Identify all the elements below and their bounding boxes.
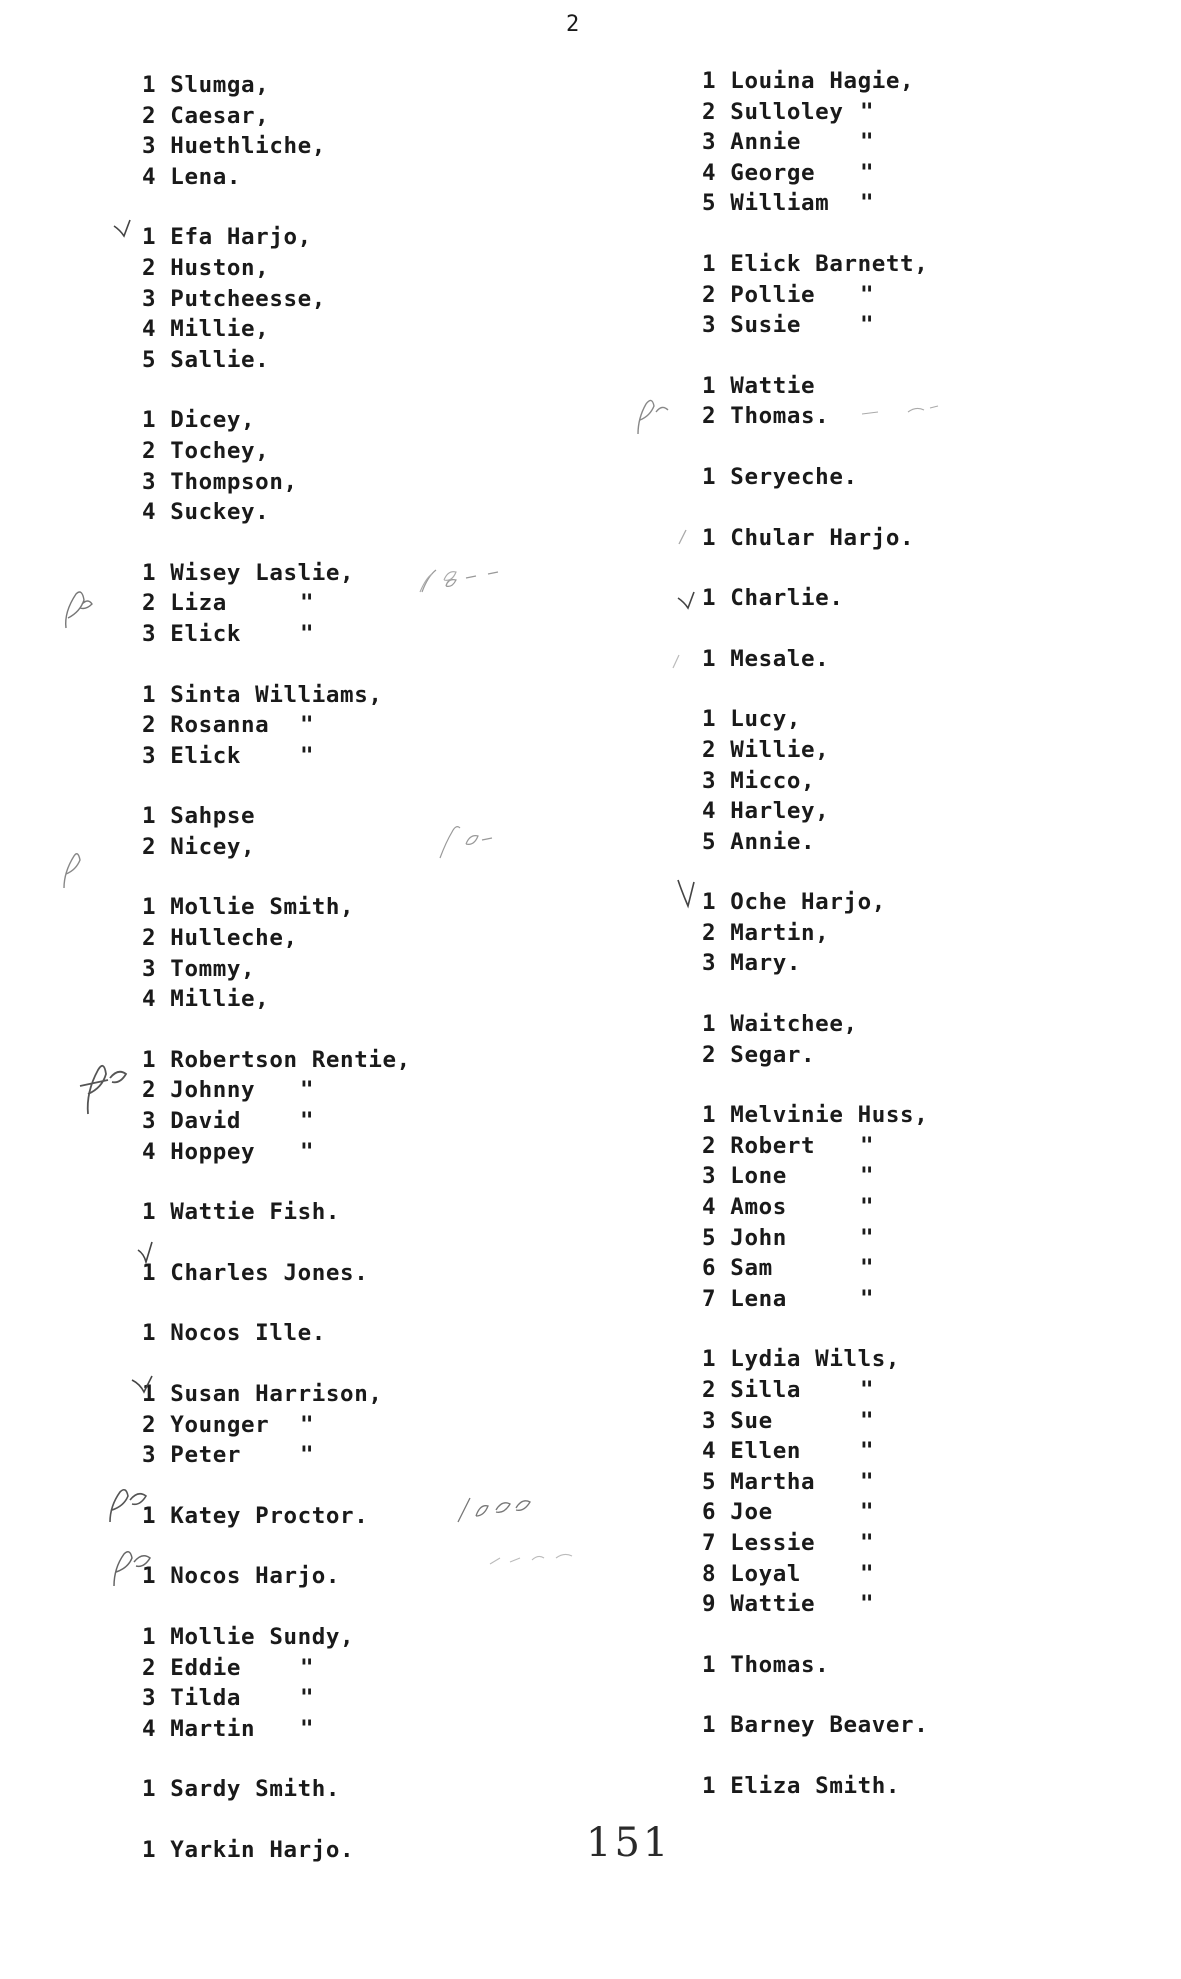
person-name: 1 Robertson Rentie, (142, 1046, 411, 1073)
person-name: 1 Thomas. (702, 1651, 830, 1678)
person-name: 2 Caesar, (142, 102, 270, 129)
person-name: 4 Millie, (142, 986, 270, 1013)
person-name: 1 Sardy Smith. (142, 1776, 341, 1803)
person-name: 2 Johnny (142, 1077, 256, 1104)
person-name: 3 Peter (142, 1442, 242, 1469)
list-item (142, 954, 642, 985)
person-name: 4 George (702, 159, 816, 186)
entry-group (142, 1197, 642, 1228)
handwritten-checkmark-3 (130, 1374, 156, 1394)
person-name: 2 Thomas. (702, 403, 830, 430)
list-item (702, 462, 1162, 493)
ditto-mark: " (860, 1438, 875, 1465)
handwritten-annotation-4 (434, 818, 498, 860)
list-item (142, 1774, 642, 1805)
entry-group (142, 1622, 642, 1744)
person-name: 1 Charles Jones. (142, 1259, 369, 1286)
list-item (702, 280, 1162, 311)
person-name: 4 Millie, (142, 316, 270, 343)
person-name: 2 Younger (142, 1411, 270, 1438)
person-name: 7 Lessie (702, 1529, 816, 1556)
list-item (702, 1375, 1162, 1406)
ditto-mark: " (860, 129, 875, 156)
list-item (142, 832, 642, 863)
list-item (702, 796, 1162, 827)
person-name: 1 Yarkin Harjo. (142, 1836, 355, 1863)
person-name: 6 Sam (702, 1255, 773, 1282)
entry-group (142, 405, 642, 527)
list-item (142, 467, 642, 498)
list-item (142, 923, 642, 954)
person-name: 1 Wattie Fish. (142, 1199, 341, 1226)
list-item (142, 253, 642, 284)
list-item (702, 1559, 1162, 1590)
ditto-mark: " (300, 1108, 315, 1135)
entry-group (142, 558, 642, 650)
ditto-mark: " (300, 1077, 315, 1104)
person-name: 3 Mary. (702, 950, 802, 977)
ditto-mark: " (860, 190, 875, 217)
handwritten-annotation-11 (628, 388, 672, 438)
person-name: 3 Thompson, (142, 468, 298, 495)
list-item (142, 1835, 642, 1866)
list-item (702, 1284, 1162, 1315)
person-name: 1 Oche Harjo, (702, 889, 886, 916)
list-item (702, 644, 1162, 675)
ditto-mark: " (860, 159, 875, 186)
list-item (142, 741, 642, 772)
person-name: 1 Mollie Sundy, (142, 1623, 355, 1650)
person-name: 5 William (702, 190, 830, 217)
person-name: 1 Barney Beaver. (702, 1712, 929, 1739)
ditto-mark: " (300, 712, 315, 739)
person-name: 9 Wattie (702, 1591, 816, 1618)
list-item (142, 284, 642, 315)
person-name: 1 Mollie Smith, (142, 894, 355, 921)
handwritten-checkmark-6 (670, 652, 684, 670)
ditto-mark: " (860, 312, 875, 339)
person-name: 1 Efa Harjo, (142, 224, 312, 251)
person-name: 1 Waitchee, (702, 1011, 858, 1038)
person-name: 4 Suckey. (142, 499, 270, 526)
list-item (142, 680, 642, 711)
handwritten-annotation-3 (56, 840, 92, 892)
ditto-mark: " (300, 1685, 315, 1712)
entry-group (142, 1045, 642, 1167)
list-item (702, 371, 1162, 402)
entry-group (702, 1771, 1162, 1802)
list-item (702, 1436, 1162, 1467)
person-name: 3 Lone (702, 1163, 787, 1190)
person-name: 4 Amos (702, 1194, 787, 1221)
ditto-mark: " (300, 742, 315, 769)
list-item (142, 1653, 642, 1684)
ditto-mark: " (300, 1654, 315, 1681)
ditto-mark: " (300, 1411, 315, 1438)
entry-group (702, 704, 1162, 857)
list-item (142, 1075, 642, 1106)
person-name: 2 Hulleche, (142, 925, 298, 952)
handwritten-annotation-9 (486, 1546, 586, 1570)
list-item (702, 66, 1162, 97)
person-name: 1 Nocos Harjo. (142, 1563, 341, 1590)
person-name: 1 Lydia Wills, (702, 1346, 901, 1373)
list-item (142, 801, 642, 832)
list-item (702, 704, 1162, 735)
entry-group (702, 644, 1162, 675)
entry-group (702, 1009, 1162, 1070)
list-item (142, 70, 642, 101)
list-item (702, 310, 1162, 341)
list-item (142, 1197, 642, 1228)
handwritten-annotation-10 (412, 556, 500, 596)
entry-group (142, 1774, 642, 1805)
list-item (142, 710, 642, 741)
entry-group (702, 1100, 1162, 1314)
list-item (702, 1223, 1162, 1254)
list-item (142, 558, 642, 589)
ditto-mark: " (860, 1377, 875, 1403)
list-item (142, 984, 642, 1015)
person-name: 2 Silla (702, 1377, 802, 1403)
entry-group (142, 222, 642, 375)
ditto-mark: " (860, 1285, 875, 1312)
person-name: 1 Sahpse (142, 803, 256, 830)
ditto-mark: " (860, 1194, 875, 1221)
page-number-top: 2 (566, 12, 581, 37)
person-name: 3 Sue (702, 1407, 773, 1434)
person-name: 1 Mesale. (702, 645, 830, 672)
list-item (702, 1253, 1162, 1284)
person-name: 2 Tochey, (142, 437, 270, 464)
list-item (702, 1344, 1162, 1375)
handwritten-checkmark-1 (112, 218, 136, 240)
person-name: 5 John (702, 1224, 787, 1251)
list-item (702, 1589, 1162, 1620)
list-item (142, 1045, 642, 1076)
ditto-mark: " (860, 98, 875, 125)
person-name: 4 Lena. (142, 163, 242, 190)
person-name: 2 Segar. (702, 1041, 816, 1068)
person-name: 4 Martin (142, 1715, 256, 1742)
person-name: 3 Annie (702, 129, 802, 156)
ditto-mark: " (860, 1163, 875, 1190)
person-name: 1 Elick Barnett, (702, 250, 929, 277)
list-item (702, 1528, 1162, 1559)
page-number-bottom: 151 (586, 1820, 672, 1866)
list-item (702, 1771, 1162, 1802)
person-name: 3 Tilda (142, 1685, 242, 1712)
person-name: 1 Susan Harrison, (142, 1381, 383, 1407)
entry-group (702, 66, 1162, 219)
person-name: 1 Wattie (702, 372, 816, 399)
left-column (142, 68, 642, 1896)
person-name: 2 Sulloley (702, 98, 844, 125)
list-item (702, 1497, 1162, 1528)
list-item (702, 249, 1162, 280)
person-name: 3 Elick (142, 620, 242, 647)
entry-group (142, 70, 642, 192)
ditto-mark: " (860, 1468, 875, 1495)
list-item (142, 436, 642, 467)
entry-group (142, 1835, 642, 1866)
list-item (702, 1161, 1162, 1192)
list-item (702, 766, 1162, 797)
person-name: 2 Robert (702, 1132, 816, 1159)
list-item (702, 1192, 1162, 1223)
person-name: 1 Wisey Laslie, (142, 559, 355, 586)
person-name: 4 Hoppey (142, 1138, 256, 1165)
list-item (142, 1379, 642, 1410)
person-name: 2 Willie, (702, 736, 830, 763)
ditto-mark: " (860, 1132, 875, 1159)
list-item (702, 1467, 1162, 1498)
person-name: 1 Sinta Williams, (142, 681, 383, 708)
list-item (142, 1137, 642, 1168)
person-name: 1 Seryeche. (702, 463, 858, 490)
handwritten-checkmark-5 (676, 590, 700, 612)
person-name: 3 Susie (702, 312, 802, 339)
person-name: 4 Harley, (702, 798, 830, 825)
entry-group (142, 1258, 642, 1289)
person-name: 2 Liza (142, 590, 227, 617)
person-name: 1 Slumga, (142, 72, 270, 98)
entry-group (702, 1344, 1162, 1619)
list-item (702, 127, 1162, 158)
person-name: 1 Melvinie Huss, (702, 1102, 929, 1129)
person-name: 1 Dicey, (142, 407, 256, 434)
person-name: 2 Huston, (142, 254, 270, 281)
list-item (702, 1650, 1162, 1681)
ditto-mark: " (860, 1560, 875, 1587)
entry-group (702, 583, 1162, 614)
person-name: 7 Lena (702, 1285, 787, 1312)
list-item (702, 158, 1162, 189)
person-name: 3 Micco, (702, 767, 816, 794)
list-item (142, 1410, 642, 1441)
person-name: 6 Joe (702, 1499, 773, 1526)
handwritten-annotation-6 (100, 1480, 156, 1526)
list-item (142, 131, 642, 162)
ditto-mark: " (860, 1529, 875, 1556)
list-item (142, 892, 642, 923)
person-name: 3 Putcheesse, (142, 285, 326, 312)
entry-group (702, 523, 1162, 554)
list-item (702, 1406, 1162, 1437)
person-name: 1 Louina Hagie, (702, 68, 915, 94)
person-name: 5 Martha (702, 1468, 816, 1495)
ditto-mark: " (860, 1255, 875, 1282)
ditto-mark: " (860, 281, 875, 308)
list-item (702, 1040, 1162, 1071)
list-item (142, 1501, 642, 1532)
list-item (142, 345, 642, 376)
list-item (702, 1710, 1162, 1741)
handwritten-annotation-12 (858, 398, 944, 422)
person-name: 1 Chular Harjo. (702, 524, 915, 551)
person-name: 3 Elick (142, 742, 242, 769)
list-item (142, 619, 642, 650)
handwritten-checkmark-7 (676, 876, 702, 910)
entry-group (142, 892, 642, 1014)
ditto-mark: " (300, 620, 315, 647)
ditto-mark: " (300, 590, 315, 617)
entry-group (702, 1710, 1162, 1741)
list-item (702, 918, 1162, 949)
list-item (702, 523, 1162, 554)
ditto-mark: " (300, 1715, 315, 1742)
ditto-mark: " (860, 1591, 875, 1618)
person-name: 1 Eliza Smith. (702, 1772, 901, 1799)
person-name: 5 Annie. (702, 828, 816, 855)
ditto-mark: " (300, 1442, 315, 1469)
person-name: 2 Rosanna (142, 712, 270, 739)
ditto-mark: " (860, 1224, 875, 1251)
list-item (142, 101, 642, 132)
list-item (142, 405, 642, 436)
list-item (142, 162, 642, 193)
handwritten-checkmark-4 (676, 528, 692, 546)
person-name: 2 Nicey, (142, 833, 256, 860)
list-item (702, 188, 1162, 219)
list-item (142, 1106, 642, 1137)
entry-group (142, 1379, 642, 1471)
person-name: 1 Charlie. (702, 585, 844, 612)
list-item (142, 1683, 642, 1714)
entry-group (142, 1501, 642, 1532)
person-name: 3 David (142, 1108, 242, 1135)
person-name: 1 Nocos Ille. (142, 1320, 326, 1347)
list-item (142, 1714, 642, 1745)
list-item (142, 1318, 642, 1349)
person-name: 5 Sallie. (142, 346, 270, 373)
list-item (702, 735, 1162, 766)
handwritten-annotation-8 (104, 1540, 156, 1590)
person-name: 1 Lucy, (702, 706, 802, 733)
list-item (702, 97, 1162, 128)
entry-group (142, 1318, 642, 1349)
list-item (142, 1258, 642, 1289)
entry-group (702, 249, 1162, 341)
list-item (702, 1100, 1162, 1131)
entry-group (702, 1650, 1162, 1681)
list-item (142, 1440, 642, 1471)
person-name: 3 Huethliche, (142, 133, 326, 160)
list-item (142, 222, 642, 253)
person-name: 2 Pollie (702, 281, 816, 308)
list-item (702, 887, 1162, 918)
right-column (702, 66, 1162, 1832)
list-item (142, 314, 642, 345)
person-name: 1 Katey Proctor. (142, 1502, 369, 1529)
person-name: 2 Eddie (142, 1654, 242, 1681)
entry-group (142, 680, 642, 772)
person-name: 8 Loyal (702, 1560, 802, 1587)
list-item (702, 948, 1162, 979)
handwritten-annotation-1 (56, 578, 102, 636)
entry-group (702, 887, 1162, 979)
ditto-mark: " (860, 1407, 875, 1434)
list-item (702, 1131, 1162, 1162)
ditto-mark: " (300, 1138, 315, 1165)
list-item (702, 583, 1162, 614)
person-name: 3 Tommy, (142, 955, 256, 982)
list-item (142, 497, 642, 528)
entry-group (702, 462, 1162, 493)
handwritten-annotation-7 (454, 1490, 544, 1526)
person-name: 4 Ellen (702, 1438, 802, 1465)
entry-group (142, 801, 642, 862)
handwritten-checkmark-2 (136, 1240, 158, 1264)
person-name: 2 Martin, (702, 919, 830, 946)
handwritten-annotation-5 (74, 1048, 136, 1118)
ditto-mark: " (860, 1499, 875, 1526)
list-item (702, 1009, 1162, 1040)
list-item (142, 588, 642, 619)
list-item (142, 1622, 642, 1653)
list-item (702, 827, 1162, 858)
